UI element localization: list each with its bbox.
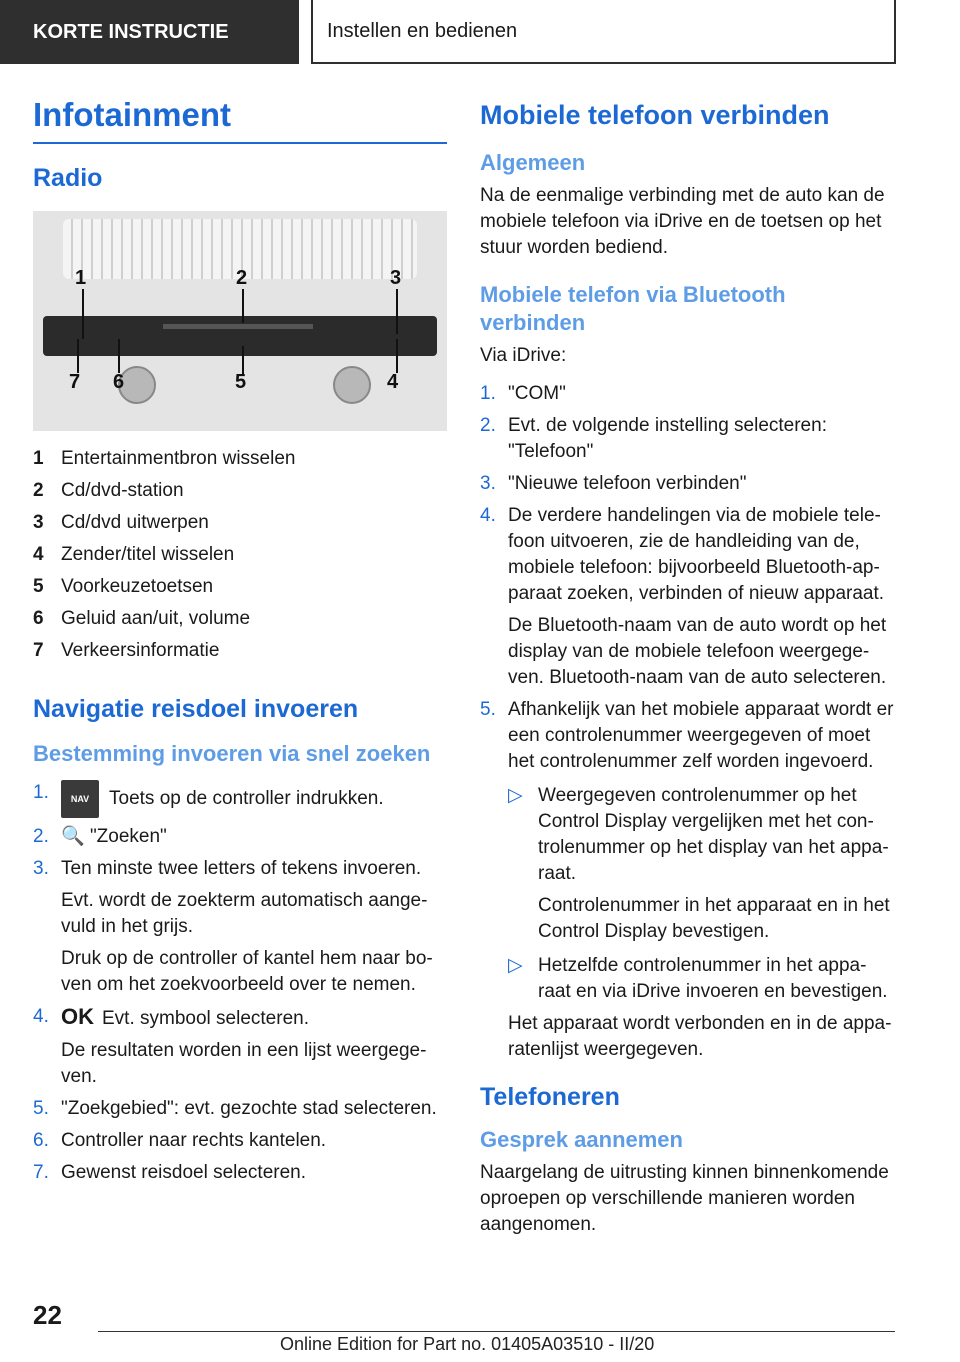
phone-connect-title: Mobiele telefoon verbinden [480,100,830,130]
step-1: 1. NAV Toets op de controller indrukken. [33,780,447,818]
search-icon: 🔍 [61,826,90,847]
legend-item: 7 Verkeersinformatie [33,640,220,661]
label-3: 3 [390,267,402,289]
label-6: 6 [113,371,125,393]
step-6: 6. Controller naar rechts kantelen. [33,1130,327,1151]
radio-legend [33,443,447,667]
step-3: 3. Ten minste twee letters of tekens invoeren. Evt. wordt de zoekterm automatisch aange-vuld in het grijs. Druk op de controller of kantel hem naar bo-ven om het zoekvoorbeeld over te nemen. [33,858,433,995]
bt-steps [480,381,895,1063]
step-7: 7. Gewenst reisdoel selecteren. [33,1162,307,1183]
radio-panel [43,316,437,356]
header-chapter: Instellen en bedienen [311,0,896,64]
bt-intro: Via iDrive: [480,345,567,366]
bt-step-3: 3. "Nieuwe telefoon verbinden" [480,473,747,494]
ok-icon: OK [61,1004,94,1029]
bt-step-4: 4. De verdere handelingen via de mobiele tele-foon uitvoeren, zie de handleiding van de, mobiele telefoon: bijvoorbeeld Bluetooth-ap-paraat zoeken, verbinden of nieuw apparaat. De Bluetooth-naam van de auto wordt op het display van de mobiele telefoon weergege-ven. Bluetooth-naam van de auto selecteren. [480,505,887,688]
header-section: KORTE INSTRUCTIE [0,0,299,64]
label-2: 2 [236,267,248,289]
bt-step-2: 2. Evt. de volgende instelling selecteren: "Telefoon" [480,415,827,462]
page-number: 22 [33,1300,62,1330]
bullet-2: ▷ Hetzelfde controlenummer in het appa-raat en via iDrive invoeren en bevestigen. [508,955,888,1002]
radio-heading: Radio [33,164,103,192]
bullet-1: ▷ Weergegeven controlenummer op het Control Display vergelijken met het con-trolenummer op het display van het appa-raat. Controlenummer in het apparaat en in het Control Display bevestigen. [508,785,890,942]
label-5: 5 [235,371,247,393]
legend-item: 3 Cd/dvd uitwerpen [33,512,209,533]
legend-item: 4 Zender/titel wisselen [33,544,235,565]
phone-heading: Telefoneren [480,1083,620,1111]
tune-knob [333,366,371,404]
legend-item: 2 Cd/dvd-station [33,480,184,501]
cd-slot [163,324,313,329]
bt-step-1: 1. "COM" [480,383,566,404]
title-rule [33,96,447,144]
right-column [480,100,895,1238]
label-1: 1 [75,267,87,289]
left-column [33,96,447,1192]
general-text: Na de eenmalige verbinding met de auto kan de mobiele telefoon via iDrive en de toetsen op het stuur worden bediend. [480,185,885,258]
step-4: 4. OK Evt. symbool selecteren. De resultaten worden in een lijst weergege-ven. [33,1004,427,1087]
bt-step-5: 5. Afhankelijk van het mobiele apparaat wordt er een controlenummer weergegeven of moet het controlenummer zelf worden ingevoerd. ▷ Weergegeven controlenummer op het Control Display vergelijken met het con-trolenummer op het display van het appa-raat. Controlenummer in het apparaat en in het Control Display bevestigen. ▷ Hetzelfde controlenummer in het appa-raat en via iDrive invoeren en bevestigen. Het apparaat wordt verbonden en in de appa-ratenlijst weergegeven. [480,699,894,1060]
legend-item: 5 Voorkeuzetoetsen [33,576,214,597]
label-7: 7 [69,371,81,393]
edition-note: Online Edition for Part no. 01405A03510 - II/20 [280,1334,655,1354]
nav-heading: Navigatie reisdoel invoeren [33,695,359,723]
step-5: 5. "Zoekgebied": evt. gezochte stad selecteren. [33,1098,437,1119]
page-title: Infotainment [33,96,231,133]
nav-subheading: Bestemming invoeren via snel zoeken [33,741,431,766]
radio-image [33,211,447,431]
nav-button-icon: NAV [61,780,99,818]
legend-item: 6 Geluid aan/uit, volume [33,608,251,629]
call-text: Naargelang de uitrusting kinnen binnenkomende oproepen op verschillende manieren worden aangenomen. [480,1162,889,1235]
label-4: 4 [387,371,399,393]
legend-item: 1 Entertainmentbron wisselen [33,448,296,469]
nav-steps [33,780,447,1186]
call-heading: Gesprek aannemen [480,1127,683,1152]
bt-heading: Mobiele telefon via Bluetooth verbinden [480,282,786,335]
footer-rule [98,1331,895,1332]
general-heading: Algemeen [480,150,586,175]
step-2: 2. 🔍 "Zoeken" [33,826,167,847]
